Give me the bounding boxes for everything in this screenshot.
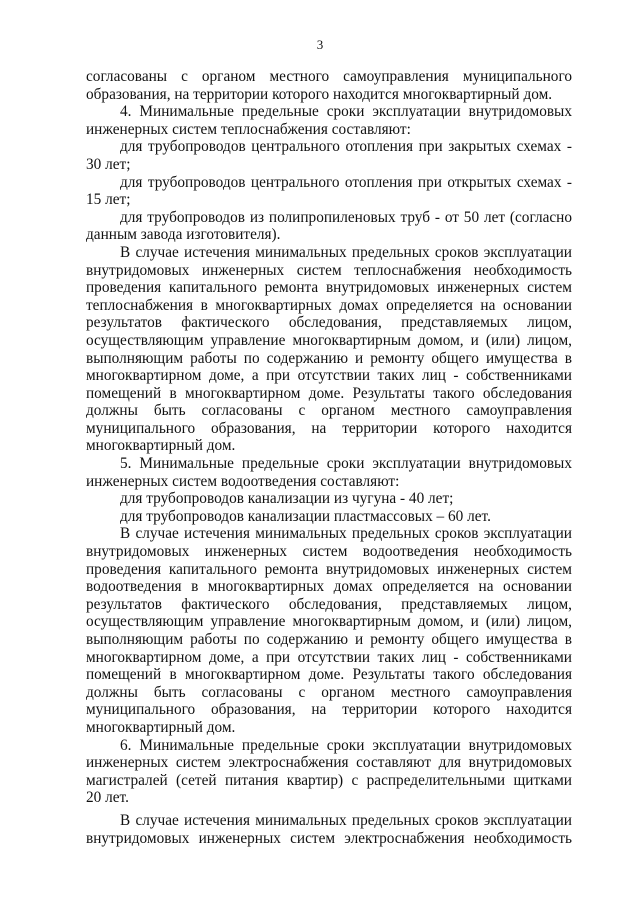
text-line: помещений в многоквартирном доме. Результаты такого обследования: [86, 666, 572, 684]
text-line: муниципального образования, на территории которого находится: [86, 419, 572, 437]
text-line: В случае истечения минимальных предельных сроков эксплуатации: [120, 525, 572, 543]
text-line: для трубопроводов из полипропиленовых труб - от 50 лет (согласно: [120, 208, 572, 226]
text-line: осуществляющим управление многоквартирным домом, и (или) лицом,: [86, 331, 572, 349]
text-line: осуществляющим управление многоквартирным домом, и (или) лицом,: [86, 613, 572, 631]
text-line: 6. Минимальные предельные сроки эксплуатации внутридомовых: [120, 736, 572, 754]
text-line: внутридомовых инженерных систем электроснабжения необходимость: [86, 829, 572, 847]
text-line: выполняющим работы по содержанию и ремонту общего имущества в: [86, 349, 572, 367]
text-line: 5. Минимальные предельные сроки эксплуатации внутридомовых: [120, 455, 572, 473]
text-line: водоотведения в многоквартирных домах определяется на основании: [86, 578, 572, 596]
text-line: В случае истечения минимальных предельных сроков эксплуатации: [120, 243, 572, 261]
text-line: муниципального образования, на территории которого находится: [86, 701, 572, 719]
text-line: данным завода изготовителя).: [86, 226, 281, 244]
text-line: 4. Минимальные предельные сроки эксплуатации внутридомовых: [120, 103, 572, 121]
text-line: выполняющим работы по содержанию и ремонту общего имущества в: [86, 631, 572, 648]
document-body: [86, 68, 572, 847]
text-line: инженерных систем электроснабжения составляют для внутридомовых: [86, 754, 572, 772]
text-line: образования, на территории которого находится многоквартирный дом.: [86, 85, 553, 103]
text-line: 15 лет;: [86, 191, 131, 209]
text-line: 30 лет;: [86, 155, 131, 173]
text-line: согласованы с органом местного самоуправления муниципального: [86, 68, 572, 85]
text-line: многоквартирном доме, а при отсутствии таких лиц - собственниками: [86, 648, 572, 666]
text-line: многоквартирном доме, а при отсутствии таких лиц - собственниками: [86, 367, 572, 385]
text-line: В случае истечения минимальных предельных сроков эксплуатации: [120, 811, 572, 829]
text-line: должны быть согласованы с органом местного самоуправления: [86, 683, 572, 701]
text-line: результатов фактического обследования, представляемых лицом,: [86, 595, 572, 613]
text-line: проведения капитального ремонта внутридомовых инженерных систем: [86, 560, 572, 578]
text-line: для трубопроводов центрального отопления при закрытых схемах -: [120, 138, 572, 156]
text-line: помещений в многоквартирном доме. Результаты такого обследования: [86, 384, 572, 402]
text-line: теплоснабжения в многоквартирных домах определяется на основании: [86, 296, 572, 314]
text-line: для трубопроводов канализации пластмассовых – 60 лет.: [120, 507, 491, 525]
text-line: инженерных систем водоотведения составляют:: [86, 472, 400, 490]
text-line: инженерных систем теплоснабжения составляют:: [86, 120, 411, 138]
text-line: проведения капитального ремонта внутридомовых инженерных систем: [86, 279, 572, 297]
page-number: 3: [316, 37, 324, 52]
text-line: многоквартирный дом.: [86, 437, 236, 455]
text-line: должны быть согласованы с органом местного самоуправления: [86, 402, 572, 420]
text-line: многоквартирный дом.: [86, 718, 236, 736]
text-line: 20 лет.: [86, 789, 129, 807]
text-line: внутридомовых инженерных систем водоотведения необходимость: [86, 543, 572, 561]
text-line: результатов фактического обследования, представляемых лицом,: [86, 314, 572, 332]
text-line: магистралей (сетей питания квартир) с распределительными щитками: [86, 771, 572, 789]
text-line: внутридомовых инженерных систем теплоснабжения необходимость: [86, 261, 572, 279]
text-line: для трубопроводов центрального отопления при открытых схемах -: [120, 173, 572, 191]
text-line: для трубопроводов канализации из чугуна - 40 лет;: [120, 490, 454, 508]
